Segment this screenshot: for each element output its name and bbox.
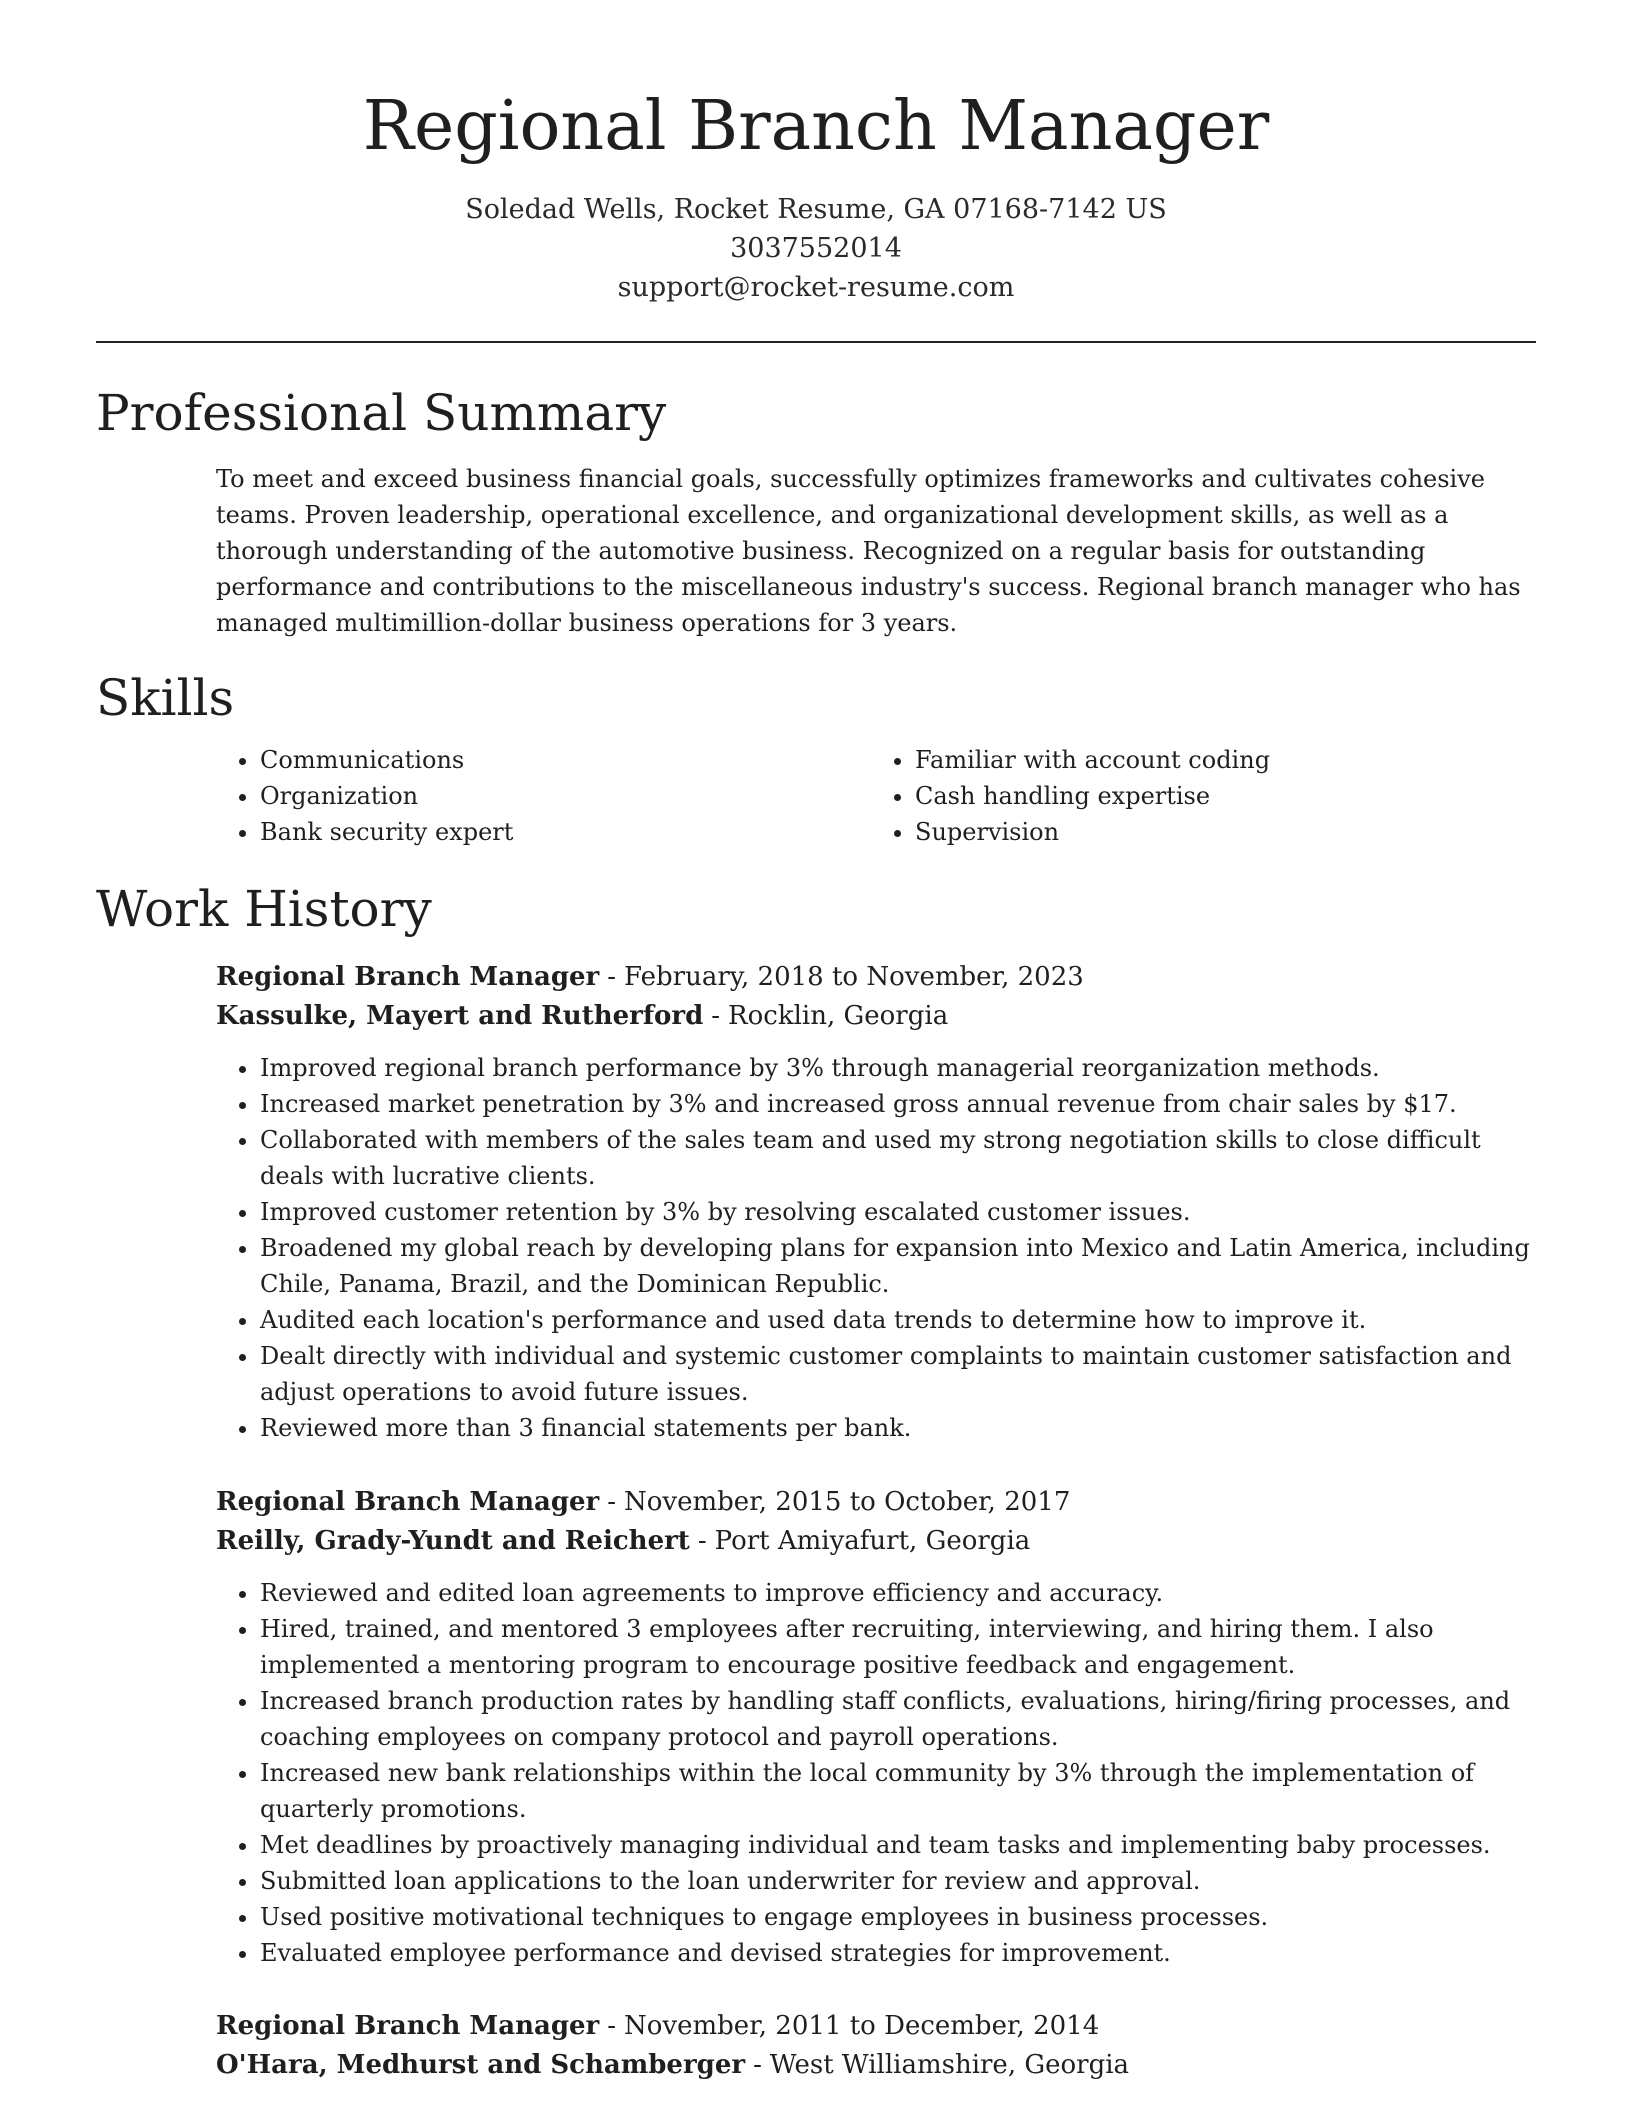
job-bullet: • Broadened my global reach by developing plans for expansion into Mexico and Latin America, including Chile, Panama, Brazil, and the Dominican Republic.: [260, 1230, 1540, 1302]
skill-item: • Bank security expert: [260, 814, 871, 850]
job-location: Port Amiyafurt, Georgia: [714, 1526, 1031, 1556]
skills-heading: Skills: [96, 669, 235, 727]
job-bullet: • Dealt directly with individual and systemic customer complaints to maintain customer satisfaction and adjust operations to avoid future issues.: [260, 1338, 1540, 1410]
job-bullet: • Evaluated employee performance and devised strategies for improvement.: [260, 1935, 1540, 1971]
job-dates: November, 2015 to October, 2017: [624, 1487, 1071, 1517]
job-title: Regional Branch Manager: [216, 2011, 600, 2041]
job-title-line: Regional Branch Manager - November, 2015 to October, 2017: [216, 1487, 1071, 1517]
job-bullet: • Submitted loan applications to the loan underwriter for review and approval.: [260, 1863, 1540, 1899]
candidate-title: Regional Branch Manager: [362, 87, 1270, 166]
job-entry: [96, 2007, 1536, 2085]
contact-phone: 3037552014: [730, 233, 902, 264]
job-bullets: [216, 1050, 1540, 1446]
job-bullet: • Collaborated with members of the sales team and used my strong negotiation skills to close difficult deals with lucrative clients.: [260, 1122, 1540, 1194]
job-company-line: Kassulke, Mayert and Rutherford - Rocklin, Georgia: [216, 1001, 949, 1031]
work-heading: Work History: [96, 880, 432, 938]
job-title-line: Regional Branch Manager - February, 2018 to November, 2023: [216, 962, 1084, 992]
summary-heading: Professional Summary: [96, 384, 667, 442]
job-bullet: • Increased new bank relationships within the local community by 3% through the implementation of quarterly promotions.: [260, 1755, 1540, 1827]
job-company-line: Reilly, Grady-Yundt and Reichert - Port Amiyafurt, Georgia: [216, 1526, 1031, 1556]
job-entry: [96, 958, 1536, 1446]
job-title: Regional Branch Manager: [216, 962, 600, 992]
job-title: Regional Branch Manager: [216, 1487, 600, 1517]
job-bullet: • Reviewed more than 3 financial statements per bank.: [260, 1410, 1540, 1446]
contact-info: [0, 190, 1632, 307]
job-bullet: • Improved regional branch performance by 3% through managerial reorganization methods.: [260, 1050, 1540, 1086]
job-bullet: • Used positive motivational techniques to engage employees in business processes.: [260, 1899, 1540, 1935]
job-location: West Williamshire, Georgia: [769, 2050, 1130, 2080]
header-divider: [96, 341, 1536, 343]
summary-section: [96, 383, 1536, 641]
job-bullet: • Met deadlines by proactively managing individual and team tasks and implementing baby processes.: [260, 1827, 1540, 1863]
work-section: [96, 879, 1536, 939]
job-company: O'Hara, Medhurst and Schamberger: [216, 2050, 746, 2080]
contact-email: support@rocket-resume.com: [617, 272, 1015, 303]
job-location: Rocklin, Georgia: [728, 1001, 949, 1031]
job-company: Reilly, Grady-Yundt and Reichert: [216, 1526, 690, 1556]
skills-section: [96, 668, 1536, 850]
skill-item: • Cash handling expertise: [915, 778, 1526, 814]
summary-text: To meet and exceed business financial goals, successfully optimizes frameworks and cultivates cohesive teams. Proven leadership, operational excellence, and organizational development skills, as well as a thorough understanding of the automotive business. Recognized on a regular basis for outstanding performance and contributions to the miscellaneous industry's success. Regional branch manager who has managed multimillion-dollar business operations for 3 years.: [216, 465, 1521, 637]
job-dates: November, 2011 to December, 2014: [624, 2011, 1100, 2041]
skill-item: • Organization: [260, 778, 871, 814]
job-company-line: O'Hara, Medhurst and Schamberger - West Williamshire, Georgia: [216, 2050, 1130, 2080]
contact-address: Soledad Wells, Rocket Resume, GA 07168-7142 US: [465, 194, 1167, 225]
job-bullet: • Improved customer retention by 3% by resolving escalated customer issues.: [260, 1194, 1540, 1230]
job-dates: February, 2018 to November, 2023: [624, 962, 1084, 992]
skills-list-left: [216, 742, 871, 850]
skills-grid: [216, 742, 1526, 850]
job-bullet: • Audited each location's performance and used data trends to determine how to improve it.: [260, 1302, 1540, 1338]
skill-item: • Communications: [260, 742, 871, 778]
skill-item: • Supervision: [915, 814, 1526, 850]
job-bullet: • Hired, trained, and mentored 3 employees after recruiting, interviewing, and hiring them. I also implemented a mentoring program to encourage positive feedback and engagement.: [260, 1611, 1540, 1683]
job-bullet: • Increased branch production rates by handling staff conflicts, evaluations, hiring/firing processes, and coaching employees on company protocol and payroll operations.: [260, 1683, 1540, 1755]
resume-header: [0, 0, 1632, 307]
job-title-line: Regional Branch Manager - November, 2011 to December, 2014: [216, 2011, 1100, 2041]
job-company: Kassulke, Mayert and Rutherford: [216, 1001, 704, 1031]
job-bullets: [216, 1575, 1540, 1971]
skill-item: • Familiar with account coding: [915, 742, 1526, 778]
job-bullet: • Reviewed and edited loan agreements to improve efficiency and accuracy.: [260, 1575, 1540, 1611]
skills-list-right: [871, 742, 1526, 850]
job-entry: [96, 1483, 1536, 1971]
job-bullet: • Increased market penetration by 3% and increased gross annual revenue from chair sales by $17.: [260, 1086, 1540, 1122]
